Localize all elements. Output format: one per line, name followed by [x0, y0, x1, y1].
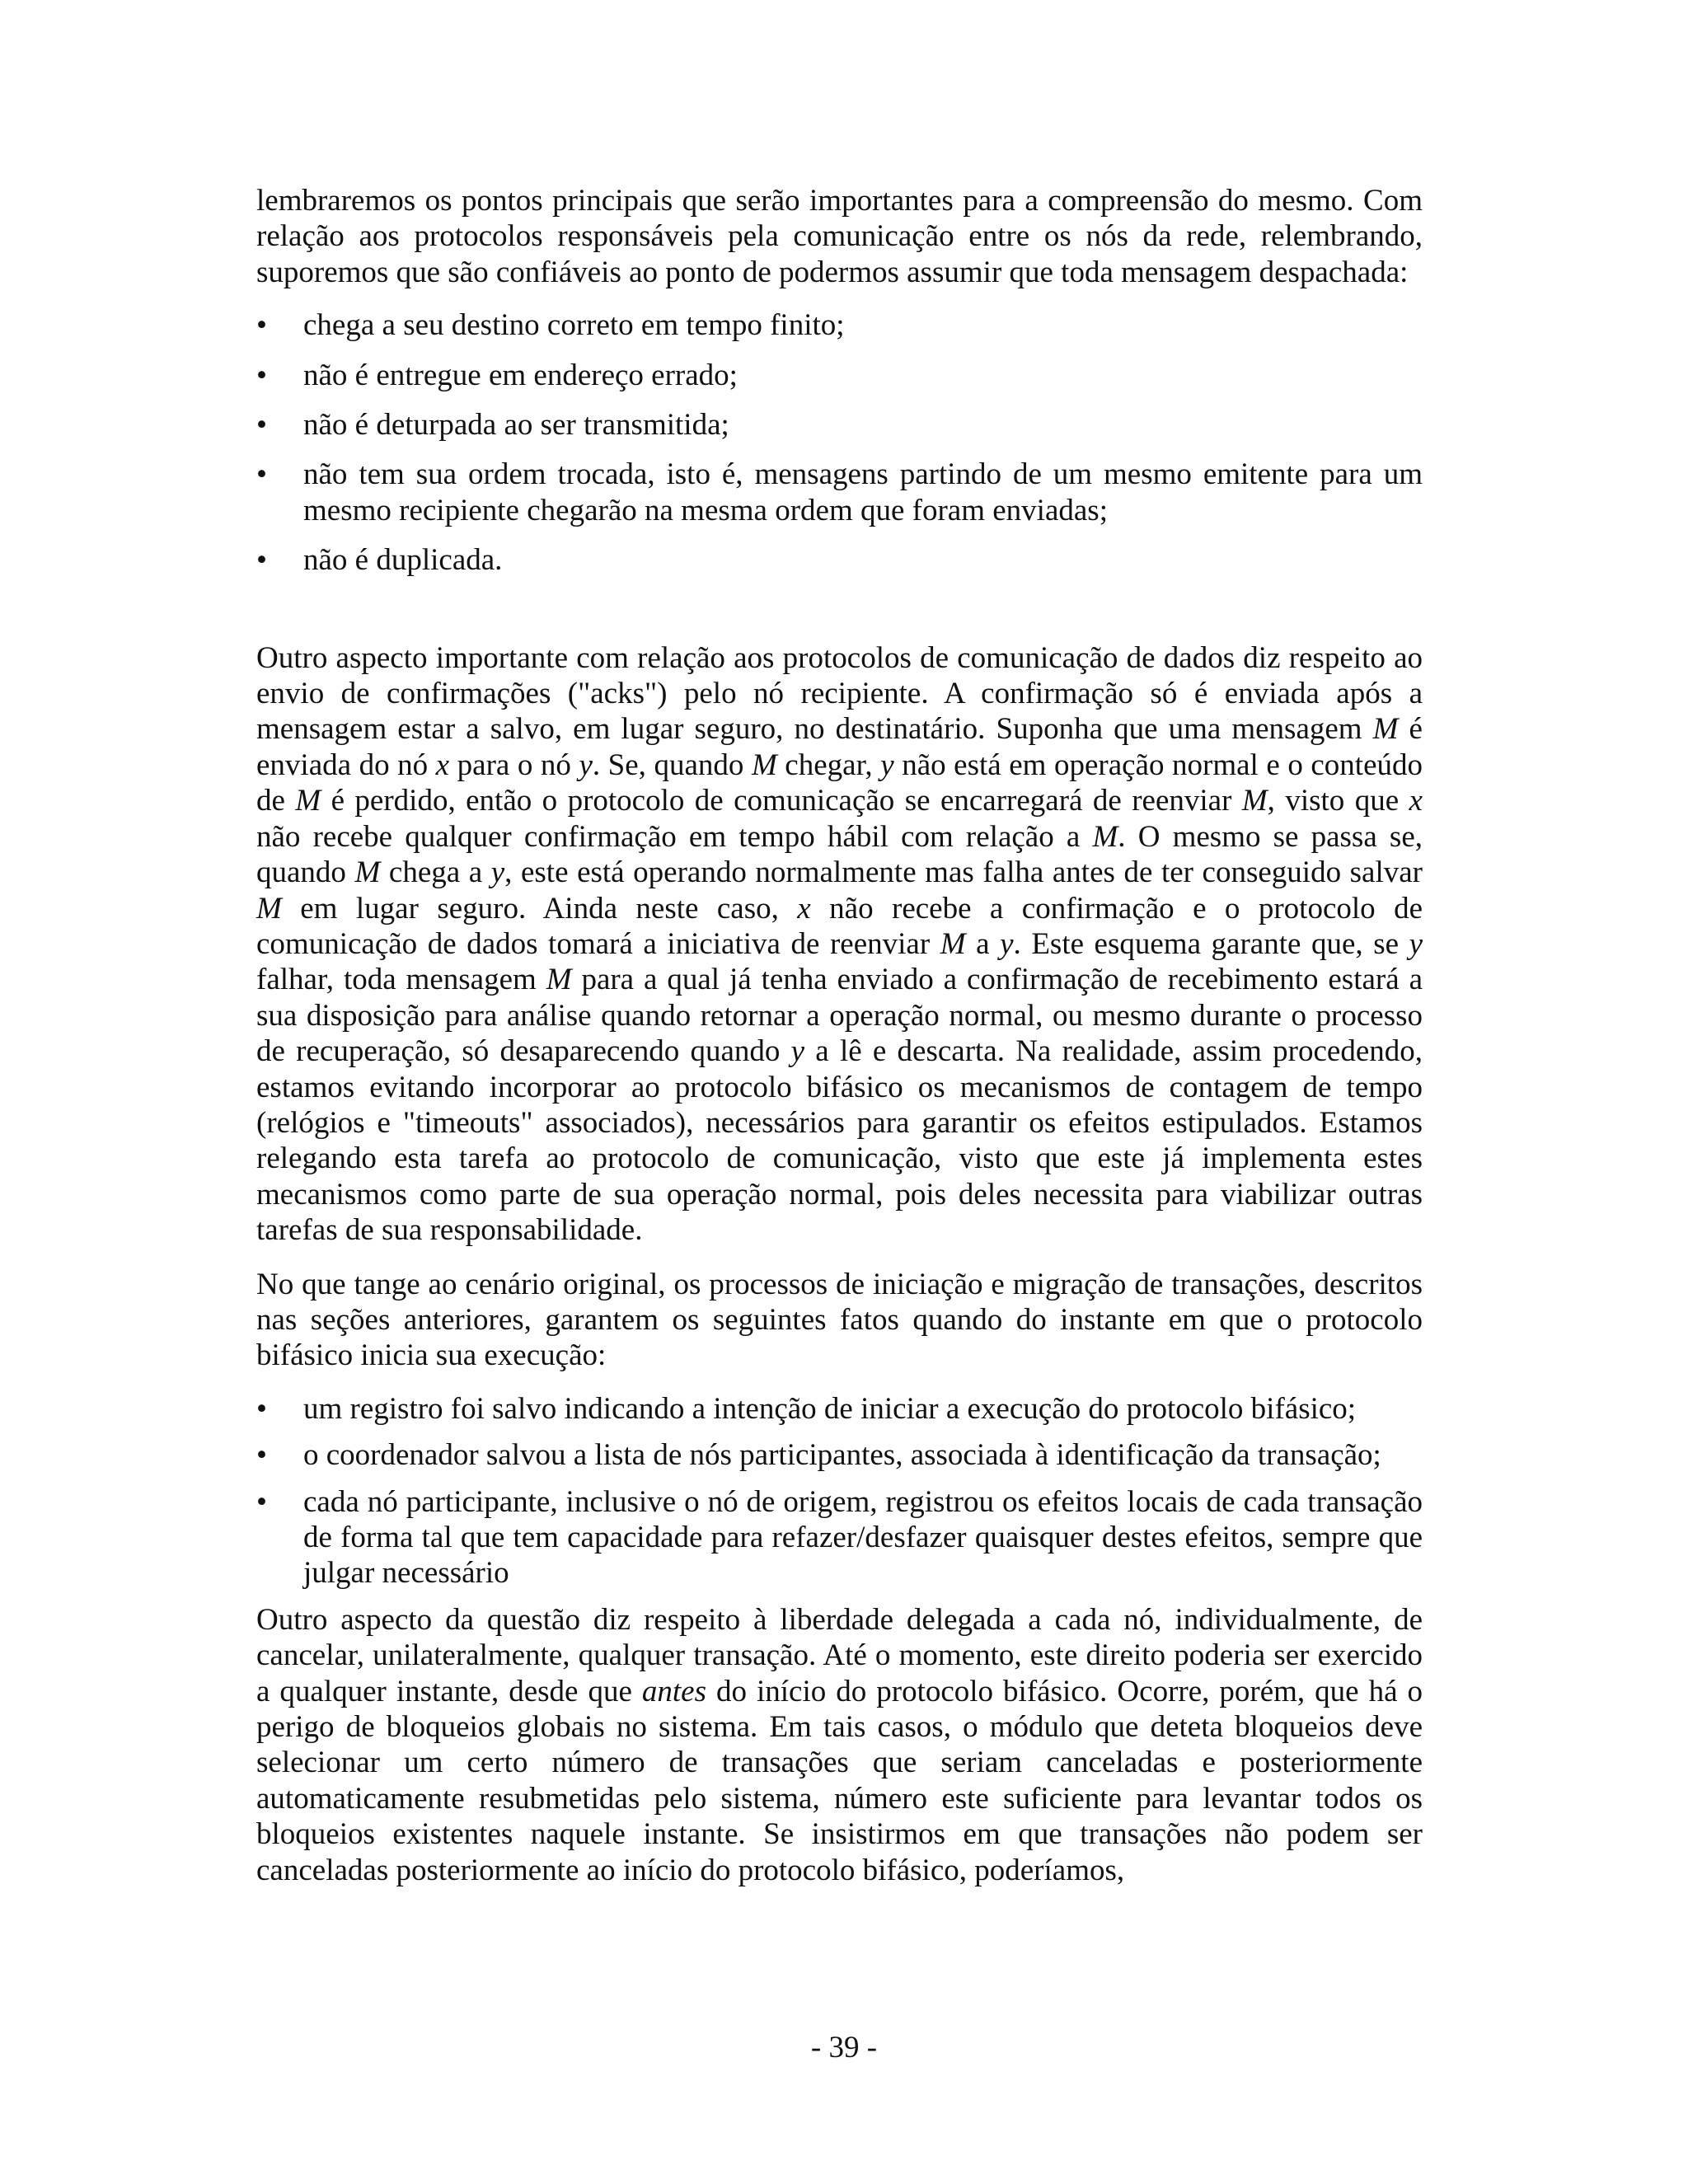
list-item-text: o coordenador salvou a lista de nós participantes, associada à identificação da transação;	[303, 1438, 1381, 1473]
bullet-icon: •	[256, 1484, 267, 1519]
list-item	[256, 1391, 1423, 1427]
emphasis: antes	[641, 1674, 706, 1708]
list-item-text: não é entregue em endereço errado;	[303, 358, 738, 392]
text-run: Outro aspecto da questão diz respeito à liberdade delegada a cada nó, individualmente, de cancelar, unilateralmente, qualquer transação. Até o momento, este direito poderia ser exercido a qualquer instante, desde que	[256, 1602, 1423, 1708]
paragraph-unilateral-cancel	[256, 1602, 1423, 1888]
text-run: para o nó	[449, 748, 579, 782]
protocol-facts-list	[256, 1391, 1423, 1591]
bullet-icon: •	[256, 408, 267, 443]
document-page	[256, 183, 1423, 1888]
list-item	[256, 457, 1423, 528]
text-run: Outro aspecto importante com relação aos protocolos de comunicação de dados diz respeito ao envio de confirmações ("acks") pelo nó recipiente. A confirmação só é enviada após a mensagem estar a salvo, em lugar seguro, no destinatário. Suponha que uma mensagem	[256, 640, 1423, 747]
bullet-icon: •	[256, 1438, 267, 1473]
variable: y	[490, 855, 505, 890]
list-item-text: um registro foi salvo indicando a intenção de iniciar a execução do protocolo bifásico;	[303, 1391, 1357, 1426]
list-item	[256, 407, 1423, 443]
paragraph-original-scenario: No que tange ao cenário original, os processos de iniciação e migração de transações, descritos nas seções anteriores, garantem os seguintes fatos quando do instante em que o protocolo bifásico inicia sua execução:	[256, 1267, 1423, 1373]
list-item-text: chega a seu destino correto em tempo finito;	[303, 308, 845, 343]
variable: y	[790, 1034, 805, 1069]
variable: M	[1372, 712, 1399, 747]
message-guarantees-list	[256, 307, 1423, 578]
list-item-text: cada nó participante, inclusive o nó de origem, registrou os efeitos locais de cada transação de forma tal que tem capacidade para refazer/desfazer quaisquer destes efeitos, sempre que julgar necessário	[303, 1484, 1423, 1591]
text-run: não recebe qualquer confirmação em tempo hábil com relação a	[256, 819, 1093, 854]
variable: y	[1000, 926, 1014, 961]
page-number: - 39 -	[810, 2031, 878, 2064]
bullet-icon: •	[256, 457, 267, 492]
text-run: em lugar seguro. Ainda neste caso,	[281, 891, 798, 926]
text-run: . Se, quando	[592, 748, 752, 782]
variable: M	[295, 784, 321, 818]
list-item-text: não é deturpada ao ser transmitida;	[303, 408, 729, 443]
variable: M	[1241, 784, 1268, 818]
text-run: é perdido, então o protocolo de comunicação se encarregará de reenviar	[321, 784, 1242, 818]
list-item	[256, 358, 1423, 393]
text-run: chega a	[380, 855, 491, 890]
variable: M	[546, 963, 572, 997]
variable: x	[1409, 784, 1423, 818]
text-run: é enviada do nó	[256, 712, 1423, 782]
bullet-icon: •	[256, 308, 267, 343]
text-run: chegar,	[776, 748, 881, 782]
variable: y	[1409, 926, 1423, 961]
text-run: não recebe a confirmação e o protocolo de comunicação de dados tomará a iniciativa de reenviar	[256, 891, 1423, 961]
bullet-icon: •	[256, 358, 267, 392]
variable: y	[880, 748, 894, 782]
paragraph-acknowledgements	[256, 640, 1423, 1249]
text-run: a lê e descarta. Na realidade, assim procedendo, estamos evitando incorporar ao protocolo bifásico os mecanismos de contagem de tempo (relógios e "timeouts" associados), necessários para garantir os efeitos estipulados. Estamos relegando esta tarefa ao protocolo de comunicação, visto que este já implementa estes mecanismos como parte de sua operação normal, pois deles necessita para viabilizar outras tarefas de sua responsabilidade.	[256, 1034, 1423, 1248]
text-run: , este está operando normalmente mas falha antes de ter conseguido salvar	[504, 855, 1423, 890]
list-item	[256, 1437, 1423, 1473]
variable: y	[579, 748, 593, 782]
text-run: . Este esquema garante que, se	[1013, 926, 1409, 961]
list-item-text: não é duplicada.	[303, 543, 503, 578]
list-item-text: não tem sua ordem trocada, isto é, mensagens partindo de um mesmo emitente para um mesmo recipiente chegarão na mesma ordem que foram enviadas;	[303, 457, 1423, 527]
variable: x	[435, 748, 450, 782]
text-run: , visto que	[1267, 784, 1409, 818]
variable: x	[797, 891, 811, 926]
bullet-icon: •	[256, 543, 267, 578]
text-run: não está em operação normal e o conteúdo de	[256, 748, 1423, 818]
list-item	[256, 1484, 1423, 1591]
variable: M	[354, 855, 381, 890]
list-item	[256, 542, 1423, 578]
text-run: a	[965, 926, 1001, 961]
text-run: . O mesmo se passa se, quando	[256, 819, 1423, 890]
text-run: para a qual já tenha enviado a confirmação de recebimento estará a sua disposição para análise quando retornar a operação normal, ou mesmo durante o processo de recuperação, só desaparecendo quando	[256, 963, 1423, 1069]
variable: M	[256, 891, 282, 926]
text-run: falhar, toda mensagem	[256, 963, 546, 997]
paragraph-communication-protocols: lembraremos os pontos principais que serão importantes para a compreensão do mesmo. Com relação aos protocolos responsáveis pela comunicação entre os nós da rede, relembrando, suporemos que são confiáveis ao ponto de podermos assumir que toda mensagem despachada:	[256, 184, 1423, 289]
variable: M	[1092, 819, 1118, 854]
variable: M	[751, 748, 777, 782]
list-item	[256, 307, 1423, 343]
text-run: do início do protocolo bifásico. Ocorre, porém, que há o perigo de bloqueios globais no sistema. Em tais casos, o módulo que deteta bloqueios deve selecionar um certo número de transações que seriam canceladas e posteriormente automaticamente resubmetidas pelo sistema, número este suficiente para levantar todos os bloqueios existentes naquele instante. Se insistirmos em que transações não podem ser canceladas posteriormente ao início do protocolo bifásico, poderíamos,	[256, 1674, 1423, 1887]
variable: M	[940, 926, 966, 961]
bullet-icon: •	[256, 1391, 267, 1426]
